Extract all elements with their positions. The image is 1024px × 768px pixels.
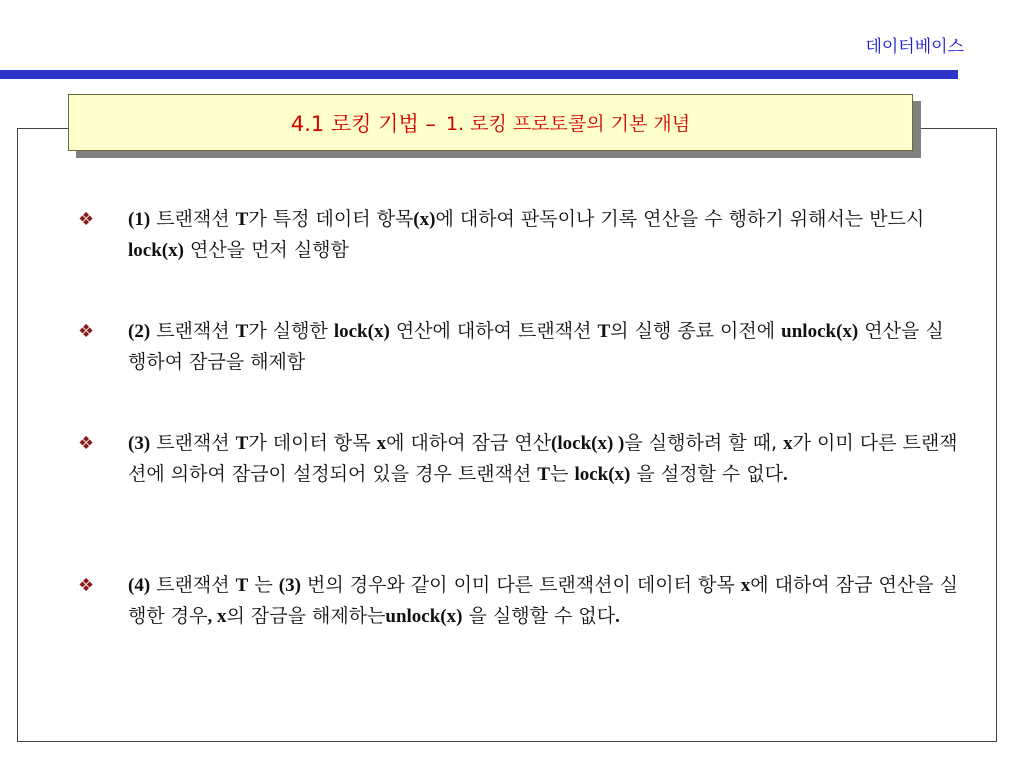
header-rule: [0, 70, 958, 79]
title-main: 4.1 로킹 기법 –: [290, 111, 436, 136]
bullet-num: (1): [128, 209, 151, 230]
bullet-num: (4): [128, 575, 151, 596]
text-run: 가 데이터 항목: [248, 432, 377, 454]
bullet-num: (2): [128, 321, 151, 342]
bullet-text-3: [128, 428, 958, 490]
text-run: 의 잠금을 해제하는: [226, 605, 386, 627]
diamond-bullet-icon: ❖: [78, 575, 95, 596]
text-run: 번의 경우와 같이 이미 다른 트랜잭션이 데이터 항목: [300, 574, 741, 596]
text-run-bold: T: [597, 321, 611, 342]
text-run: 트랜잭션: [150, 574, 236, 596]
text-run: 가 실행한: [248, 320, 334, 342]
bullet-item-2: [78, 316, 958, 378]
text-run-bold: x: [376, 433, 387, 454]
text-run-bold: x: [740, 575, 751, 596]
text-run-bold: T: [235, 433, 249, 454]
text-run: 트랜잭션: [150, 432, 236, 454]
title-sub: 1. 로킹 프로토콜의 기본 개념: [445, 113, 691, 135]
text-run: 을 설정할 수 없다: [630, 463, 784, 485]
bullet-text-2: [128, 316, 958, 378]
text-run-bold: unlock(x): [385, 606, 463, 627]
text-run-bold: lock(x): [128, 240, 184, 261]
text-run-bold: T: [235, 209, 249, 230]
text-run: 연산을 먼저 실행함: [183, 239, 349, 261]
bullet-text-1: [128, 204, 958, 266]
text-run: 가 이미 다른 트랜잭션에 의하여 잠금이 설정되어 있을 경우 트랜잭션: [128, 432, 958, 485]
text-run-bold: , x: [207, 606, 227, 627]
diamond-bullet-icon: ❖: [78, 321, 95, 342]
text-run: 는: [248, 574, 279, 596]
diamond-bullet-icon: ❖: [78, 433, 95, 454]
bullet-text-4: [128, 570, 958, 632]
text-run: 연산을 실행하여 잠금을 해제함: [128, 320, 944, 373]
text-run-bold: (3): [278, 575, 301, 596]
text-run-bold: .: [615, 606, 620, 627]
text-run: 트랜잭션: [150, 320, 236, 342]
text-run-bold: (lock(x) ): [551, 433, 625, 454]
text-run-bold: lock(x): [333, 321, 390, 342]
text-run-bold: T: [235, 321, 249, 342]
diamond-bullet-icon: ❖: [78, 209, 95, 230]
header-label: 데이터베이스: [865, 37, 964, 57]
bullet-item-4: [78, 570, 958, 632]
text-run: 트랜잭션: [150, 208, 236, 230]
bullet-num: (3): [128, 433, 151, 454]
text-run: 에 대하여 판독이나 기록 연산을 수 행하기 위해서는 반드시: [435, 208, 925, 230]
text-run-bold: T: [235, 575, 249, 596]
slide-title: [68, 94, 913, 151]
text-run: 을 실행할 수 없다: [462, 605, 616, 627]
text-run-bold: .: [783, 464, 788, 485]
text-run-bold: unlock(x): [781, 321, 859, 342]
text-run: 는: [550, 463, 575, 485]
text-run-bold: lock(x): [574, 464, 631, 485]
text-run-bold: x: [783, 433, 793, 454]
text-run-bold: (x): [413, 209, 436, 230]
bullet-item-1: [78, 204, 958, 266]
text-run: 연산에 대하여 트랜잭션: [389, 320, 598, 342]
text-run: 의 실행 종료 이전에: [610, 320, 782, 342]
text-run: 가 특정 데이터 항목: [248, 208, 414, 230]
text-run-bold: T: [537, 464, 551, 485]
text-run: 에 대하여 잠금 연산을 실행한 경우: [128, 574, 958, 627]
text-run: 에 대하여 잠금 연산: [386, 432, 552, 454]
bullet-item-3: [78, 428, 958, 490]
text-run: 을 실행하려 할 때,: [624, 432, 784, 454]
